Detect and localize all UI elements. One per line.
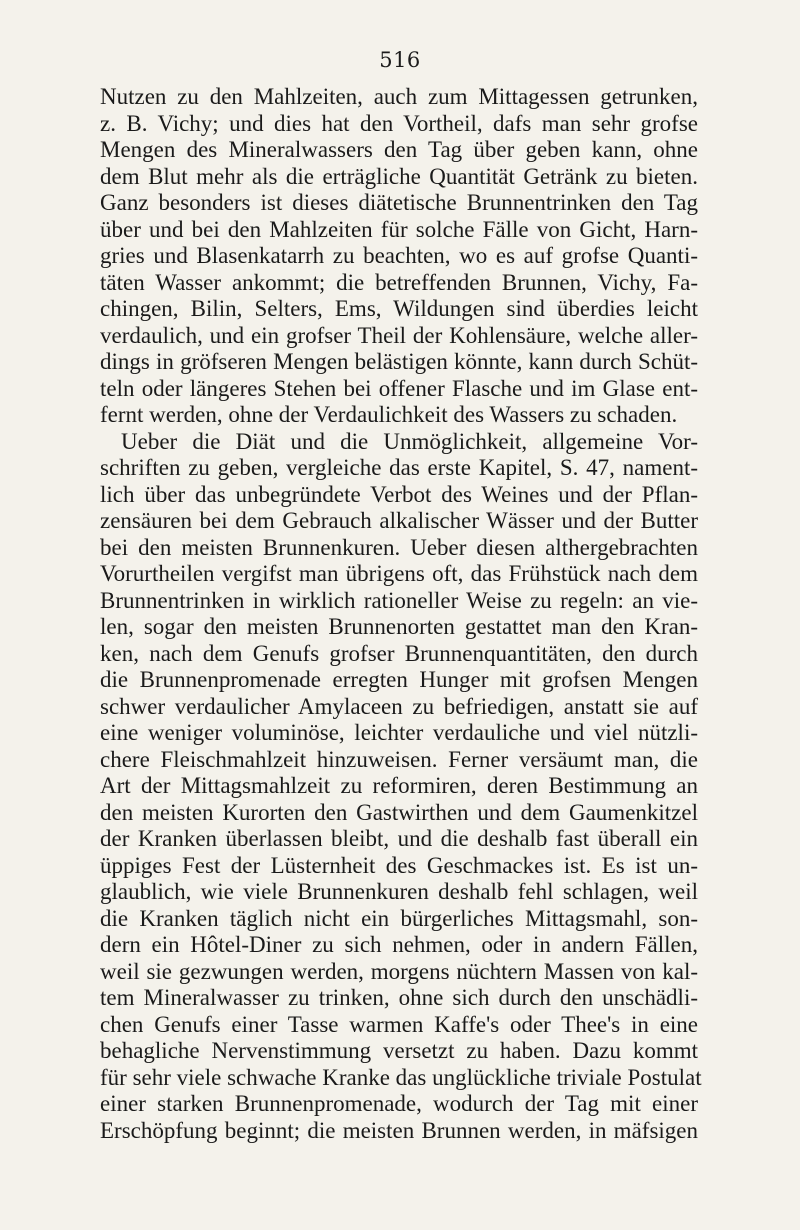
text-line: Art der Mittagsmahlzeit zu reformiren, deren Bestimmung an	[100, 773, 698, 798]
text-line: tem Mineralwasser zu trinken, ohne sich durch den unschädli-	[100, 985, 698, 1010]
text-line: chingen, Bilin, Selters, Ems, Wildungen sind überdies leicht	[100, 296, 698, 321]
text-line: täten Wasser ankommt; die betreffenden Brunnen, Vichy, Fa-	[100, 269, 698, 295]
text-line: für sehr viele schwache Kranke das unglückliche triviale Postulat	[100, 1064, 702, 1090]
text-line: dem Blut mehr als die erträgliche Quantität Getränk zu bieten.	[100, 163, 698, 189]
text-line: teln oder längeres Stehen bei offener Flasche und im Glase ent-	[100, 375, 698, 401]
text-line: eine weniger voluminöse, leichter verdauliche und viel nützli-	[100, 720, 698, 745]
text-line: bei den meisten Brunnenkuren. Ueber diesen althergebrachten	[100, 534, 698, 560]
text-line: glaublich, wie viele Brunnenkuren deshalb fehl schlagen, weil	[100, 879, 698, 904]
text-line: über und bei den Mahlzeiten für solche Fälle von Gicht, Harn-	[100, 216, 698, 242]
text-line: einer starken Brunnenpromenade, wodurch der Tag mit einer	[100, 1091, 698, 1116]
text-line: üppiges Fest der Lüsternheit des Geschmackes ist. Es ist un-	[100, 852, 698, 878]
text-line: Mengen des Mineralwassers den Tag über geben kann, ohne	[100, 137, 698, 162]
text-line: ken, nach dem Genufs grofser Brunnenquantitäten, den durch	[100, 640, 698, 666]
text-line: chen Genufs einer Tasse warmen Kaffe's oder Thee's in eine	[100, 1011, 698, 1037]
text-line: schwer verdaulicher Amylaceen zu befriedigen, anstatt sie auf	[100, 693, 698, 719]
text-line: dern ein Hôtel-Diner zu sich nehmen, oder in andern Fällen,	[100, 932, 698, 957]
text-line: chere Fleischmahlzeit hinzuweisen. Ferner versäumt man, die	[100, 746, 698, 772]
text-line: Vorurtheilen vergifst man übrigens oft, das Frühstück nach dem	[100, 561, 698, 586]
text-line: lich über das unbegründete Verbot des Weines und der Pflan-	[100, 481, 698, 507]
page-number: 516	[379, 48, 421, 72]
text-line: fernt werden, ohne der Verdaulichkeit des Wassers zu schaden.	[100, 402, 678, 427]
text-line: Nutzen zu den Mahlzeiten, auch zum Mittagessen getrunken,	[100, 84, 698, 109]
body-text	[100, 84, 702, 1144]
text-line: den meisten Kurorten den Gastwirthen und dem Gaumenkitzel	[100, 799, 698, 825]
text-line: zensäuren bei dem Gebrauch alkalischer Wässer und der Butter	[100, 508, 698, 533]
text-line: behagliche Nervenstimmung versetzt zu haben. Dazu kommt	[100, 1038, 698, 1063]
text-line: z. B. Vichy; und dies hat den Vortheil, dafs man sehr grofse	[100, 110, 698, 136]
text-line: verdaulich, und ein grofser Theil der Kohlensäure, welche aller-	[100, 322, 698, 348]
text-line: weil sie gezwungen werden, morgens nüchtern Massen von kal-	[100, 958, 698, 984]
text-line: gries und Blasenkatarrh zu beachten, wo es auf grofse Quanti-	[100, 243, 698, 268]
text-line: len, sogar den meisten Brunnenorten gestattet man den Kran-	[100, 614, 698, 639]
text-line: Ganz besonders ist dieses diätetische Brunnentrinken den Tag	[100, 190, 698, 215]
text-line: die Kranken täglich nicht ein bürgerliches Mittagsmahl, son-	[100, 905, 698, 931]
text-line: Brunnentrinken in wirklich rationeller Weise zu regeln: an vie-	[100, 587, 698, 613]
text-line: Erschöpfung beginnt; die meisten Brunnen werden, in mäfsigen	[100, 1117, 698, 1143]
paragraph-start-line: Ueber die Diät und die Unmöglichkeit, allgemeine Vor-	[121, 428, 698, 454]
text-line: die Brunnenpromenade erregten Hunger mit grofsen Mengen	[100, 667, 698, 692]
text-line: der Kranken überlassen bleibt, und die deshalb fast überall ein	[100, 826, 698, 851]
text-line: schriften zu geben, vergleiche das erste Kapitel, S. 47, nament-	[100, 455, 698, 480]
text-line: dings in gröfseren Mengen belästigen könnte, kann durch Schüt-	[100, 349, 698, 374]
